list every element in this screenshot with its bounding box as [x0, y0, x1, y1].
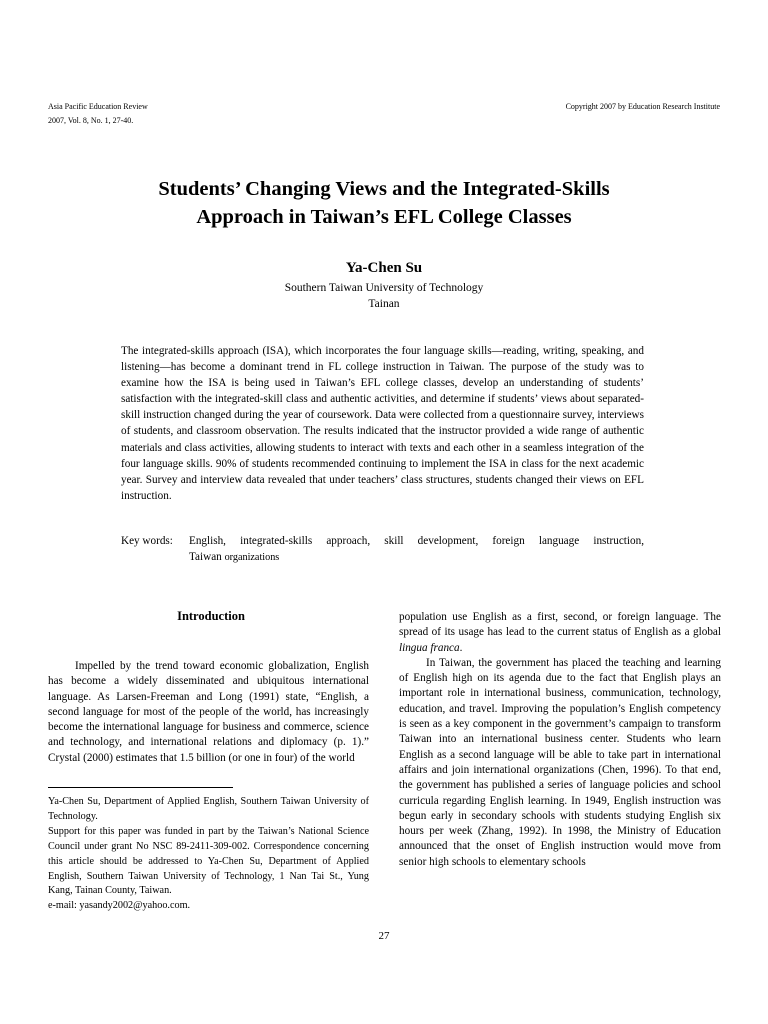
right-column: [399, 610, 721, 870]
title-line: Students’ Changing Views and the Integrated-Skills: [158, 178, 610, 200]
keywords-text-org: organizations: [224, 552, 280, 563]
keywords-text-cont: Taiwan: [189, 551, 222, 563]
keywords-text: English, integrated-skills approach, skill development, foreign language instruction,: [189, 535, 644, 547]
page-number: 27: [378, 930, 390, 942]
left-column: [48, 659, 369, 766]
author-name: Ya-Chen Su: [345, 260, 423, 276]
italic-term: lingua franca: [399, 641, 460, 654]
affiliation-city: Tainan: [368, 298, 400, 310]
abstract: The integrated-skills approach (ISA), which incorporates the four language skills—reading, writing, speaking, and listening—has become a dominant trend in FL college instruction in Taiwan. The purpose of the study was to examine how the ISA is being used in Taiwan’s EFL college classes, develop an understanding of students’ satisfaction with the integrated-skill class and authentic activities, and determine if students’ views about separated-skill instruction changed during the year of coursework. Data were collected from a questionnaire survey, interviews of students, and classroom observation. The results indicated that the instructor provided a wide range of authentic materials and class activities, allowing students to interact with texts and each other in a seamless integration of the four language skills. 90% of students recommended continuing to implement the ISA in class for the next academic year. Survey and interview data revealed that under teachers’ class structures, students changed their views on EFL instruction.: [121, 345, 644, 502]
body-paragraph: In Taiwan, the government has placed the teaching and learning of English high on its agenda due to the fact that English plays an important role in international business, communication, technology, education, and travel. Improving the population’s English competency is seen as a key component in the government’s campaign to transform Taiwan into an international business center. Students who learn English as a second language will be able to take part in international affairs and join international organizations (Chen, 1996). To that end, the government has published a series of language policies and school curricula regarding English learning. In 1949, English instruction was begun early in secondary schools with students studying English six hours per week (Zhang, 1992). In 1998, the Ministry of Education announced that the onset of English instruction would move from senior high schools to elementary schools: [399, 656, 721, 868]
body-text: population use English as a first, second, or foreign language. The spread of its usage has lead to the current status of English as a global: [399, 611, 721, 639]
author-affiliation: [0, 280, 768, 312]
title-line: Approach in Taiwan’s EFL College Classes: [196, 206, 572, 228]
affiliation-line: Southern Taiwan University of Technology: [284, 282, 484, 294]
footnote-affiliation: Ya-Chen Su, Department of Applied English, Southern Taiwan University of Technology.: [48, 796, 369, 822]
body-text: .: [459, 641, 463, 654]
footnote: [48, 795, 369, 914]
volume-info: 2007, Vol. 8, No. 1, 27-40.: [48, 116, 134, 125]
section-heading: Introduction: [177, 609, 245, 623]
footnote-rule: [48, 787, 233, 788]
body-paragraph: [399, 610, 721, 656]
footnote-funding: Support for this paper was funded in part by the Taiwan’s National Science Council under grant No NSC 89-2411-309-002. Correspondence concerning this article should be addressed to Ya-Chen Su, Department of Applied English, Southern Taiwan University of Technology, 1 Nan Tai St., Yung Kang, Tainan County, Taiwan.: [48, 825, 369, 897]
copyright-notice: Copyright 2007 by Education Research Institute: [565, 102, 720, 111]
journal-name: Asia Pacific Education Review: [48, 102, 148, 111]
keywords-label: Key words:: [121, 535, 173, 547]
paper-title: [60, 175, 708, 231]
footnote-email: e-mail: yasandy2002@yahoo.com.: [48, 900, 191, 912]
journal-header: [48, 100, 148, 128]
body-paragraph: Impelled by the trend toward economic globalization, English has become a widely disseminated and ubiquitous international language. As Larsen-Freeman and Long (1991) state, “English, a second language for most of the people of the world, has increasingly become the international language for business and commerce, science and technology, and international relations and diplomacy (p. 1).” Crystal (2000) estimates that 1.5 billion (or one in four) of the world: [48, 660, 369, 764]
keywords: [121, 533, 644, 566]
